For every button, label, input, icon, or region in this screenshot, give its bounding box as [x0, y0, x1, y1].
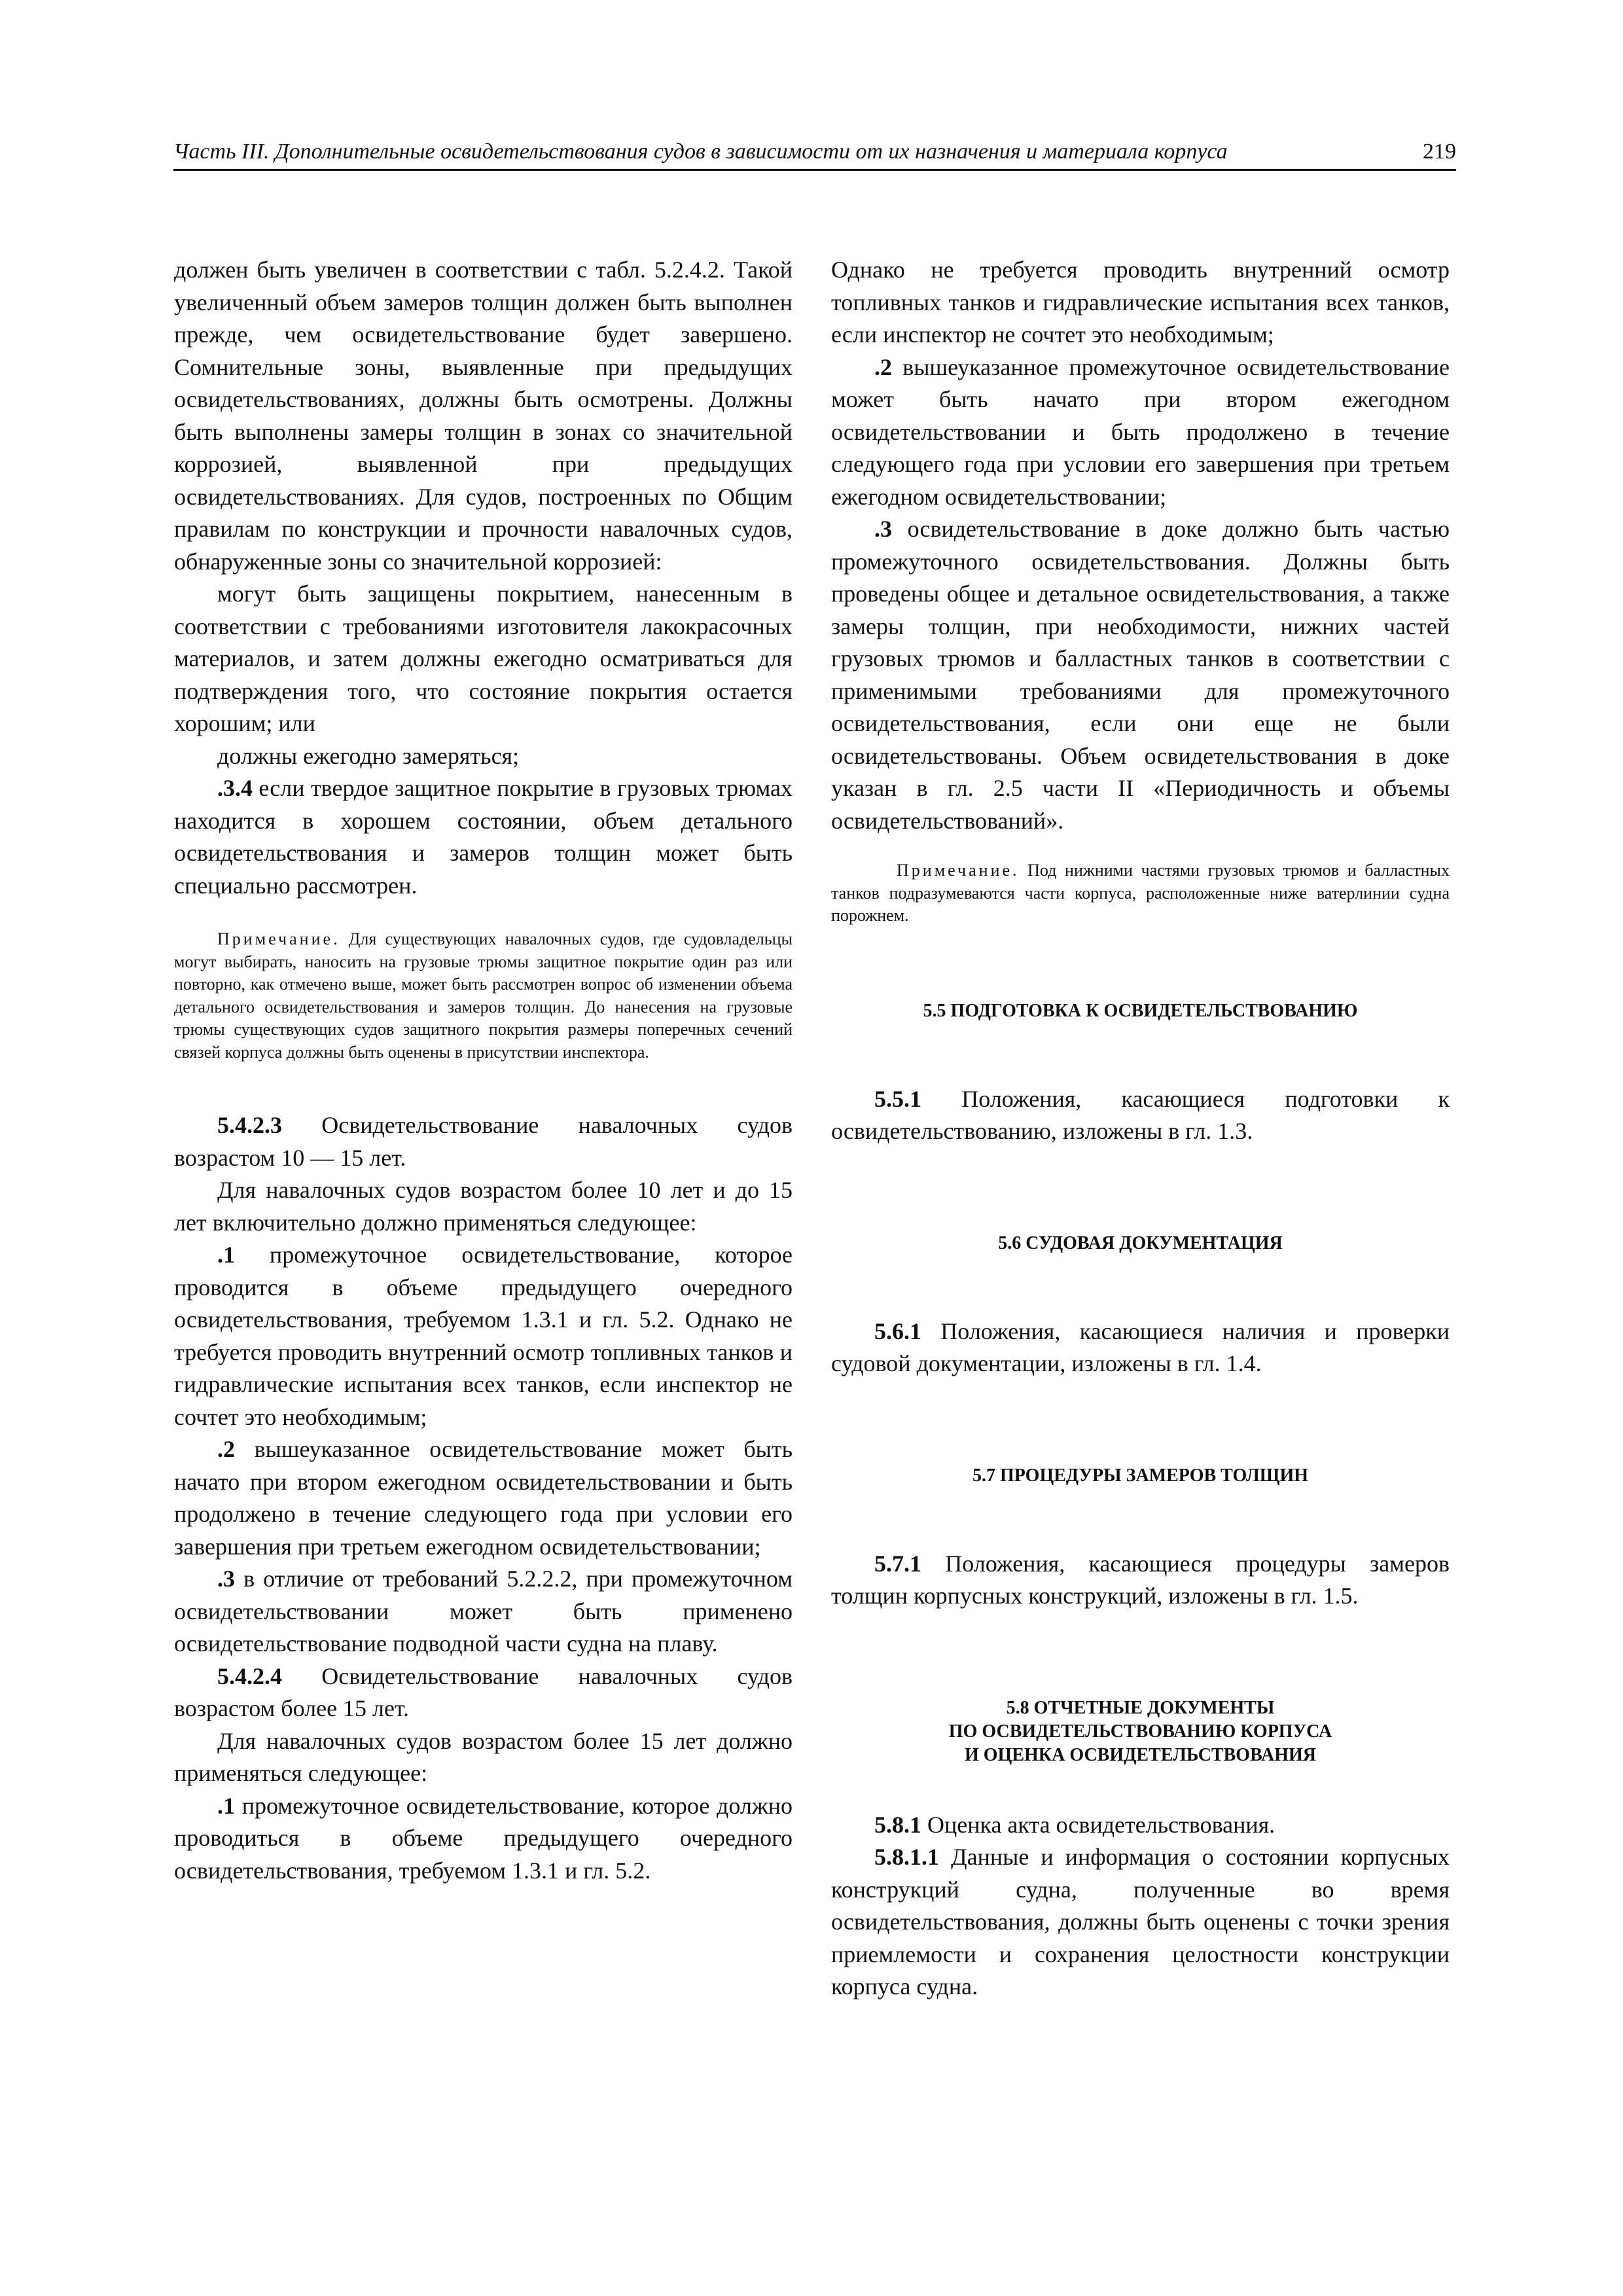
- section-text: Положения, касающиеся процедуры замеров толщин корпусных конструкций, изложены в гл. 1.5.: [831, 1550, 1450, 1609]
- paragraph: [174, 1790, 793, 1888]
- paragraph: [174, 1433, 793, 1563]
- paragraph-text: в отличие от требований 5.2.2.2, при промежуточном освидетельствовании может быть применено освидетельствование подводной части судна на плаву.: [174, 1566, 793, 1657]
- paragraph: [831, 513, 1450, 837]
- item-number: .3: [217, 1566, 235, 1592]
- note: [174, 928, 793, 1064]
- section-paragraph: [831, 1316, 1450, 1380]
- section-number: 5.8.1: [874, 1811, 921, 1838]
- paragraph: [174, 1563, 793, 1660]
- section-heading-5-5: 5.5 ПОДГОТОВКА К ОСВИДЕТЕЛЬСТВОВАНИЮ: [923, 1000, 1358, 1021]
- section-number: 5.8.1.1: [874, 1844, 939, 1870]
- section-paragraph: [831, 1841, 1450, 2003]
- page-number: 219: [1423, 139, 1456, 164]
- paragraph-text: вышеуказанное промежуточное освидетельствование может быть начато при втором ежегодном освидетельствовании и быть продолжено в течение следующего года при условии его завершения при третьем ежегодном освидетельствовании;: [831, 353, 1450, 510]
- section-heading-5-6: 5.6 СУДОВАЯ ДОКУМЕНТАЦИЯ: [998, 1232, 1283, 1253]
- item-number: .1: [217, 1242, 235, 1268]
- section-paragraph: [831, 1809, 1450, 1842]
- paragraph-text: если твердое защитное покрытие в грузовых трюмах находится в хорошем состоянии, объем детального освидетельствования и замеров толщин может быть специально рассмотрен.: [174, 775, 793, 899]
- paragraph: [174, 1239, 793, 1433]
- running-header: [173, 137, 1456, 171]
- heading-line: И ОЦЕНКА ОСВИДЕТЕЛЬСТВОВАНИЯ: [965, 1744, 1316, 1765]
- section-number: 5.7.1: [874, 1550, 921, 1577]
- section-heading-5-7: 5.7 ПРОЦЕДУРЫ ЗАМЕРОВ ТОЛЩИН: [972, 1465, 1309, 1486]
- section-number: 5.4.2.4: [217, 1662, 282, 1689]
- section-paragraph: [831, 1083, 1450, 1148]
- header-title: Часть III. Дополнительные освидетельствования судов в зависимости от их назначения и материала корпуса: [173, 139, 1228, 164]
- section-number: 5.6.1: [874, 1318, 921, 1344]
- section-text: Положения, касающиеся наличия и проверки судовой документации, изложены в гл. 1.4.: [831, 1318, 1450, 1376]
- right-column: [831, 254, 1450, 2003]
- section-text: Положения, касающиеся подготовки к освидетельствованию, изложены в гл. 1.3.: [831, 1085, 1450, 1144]
- section-text: Освидетельствование навалочных судов возрастом более 15 лет.: [174, 1662, 793, 1721]
- paragraph-text: промежуточное освидетельствование, которое проводится в объеме предыдущего очередного освидетельствования, требуемом 1.3.1 и гл. 5.2. Однако не требуется проводить внутренний осмотр топливных танков и гидравлические испытания всех танков, если инспектор не сочтет это необходимым;: [174, 1242, 793, 1430]
- heading-line: 5.8 ОТЧЕТНЫЕ ДОКУМЕНТЫ: [1006, 1697, 1275, 1718]
- paragraph: [174, 772, 793, 902]
- paragraph: Однако не требуется проводить внутренний осмотр топливных танков и гидравлические испытания всех танков, если инспектор не сочтет это необходимым;: [831, 257, 1450, 348]
- section-paragraph: [174, 1109, 793, 1174]
- left-column: [174, 254, 793, 1887]
- paragraph-text: промежуточное освидетельствование, которое должно проводиться в объеме предыдущего очередного освидетельствования, требуемом 1.3.1 и гл. 5.2.: [174, 1792, 793, 1884]
- section-number: 5.5.1: [874, 1085, 921, 1112]
- note: [831, 859, 1450, 927]
- paragraph: могут быть защищены покрытием, нанесенным в соответствии с требованиями изготовителя лакокрасочных материалов, и затем должны ежегодно осматриваться для подтверждения того, что состояние покрытия остается хорошим; или: [174, 581, 793, 736]
- paragraph-text: вышеуказанное освидетельствование может быть начато при втором ежегодном освидетельствовании и быть продолжено в течение следующего года при условии его завершения при третьем ежегодном освидетельствовании;: [174, 1436, 793, 1560]
- note-label: Примечание.: [897, 861, 1020, 880]
- paragraph-text: освидетельствование в доке должно быть частью промежуточного освидетельствования. Должны быть проведены общее и детальное освидетельствования, а также замеры толщин, при необходимости, нижних частей грузовых трюмов и балластных танков в соответствии с применимыми требованиями для промежуточного освидетельствования, если они еще не были освидетельствованы. Объем освидетельствования в доке указан в гл. 2.5 части II «Периодичность и объемы освидетельствований».: [831, 516, 1450, 834]
- item-number: .2: [217, 1436, 235, 1462]
- item-number: .1: [217, 1792, 235, 1819]
- section-paragraph: [174, 1660, 793, 1725]
- note-label: Примечание.: [217, 929, 340, 948]
- section-text: Данные и информация о состоянии корпусных конструкций судна, полученные во время освидетельствования, должны быть оценены с точки зрения приемлемости и сохранения целостности конструкции корпуса судна.: [831, 1844, 1450, 2000]
- item-number: .2: [874, 353, 892, 380]
- heading-line: ПО ОСВИДЕТЕЛЬСТВОВАНИЮ КОРПУСА: [948, 1721, 1332, 1742]
- paragraph: Для навалочных судов возрастом более 15 лет должно применяться следующее:: [174, 1727, 793, 1786]
- paragraph: Для навалочных судов возрастом более 10 лет и до 15 лет включительно должно применяться следующее:: [174, 1177, 793, 1236]
- section-text: Освидетельствование навалочных судов возрастом 10 — 15 лет.: [174, 1112, 793, 1171]
- item-number: .3: [874, 516, 892, 542]
- note-text: Под нижними частями грузовых трюмов и балластных танков подразумеваются части корпуса, расположенные ниже ватерлинии судна порожнем.: [831, 861, 1450, 925]
- note-text: Для существующих навалочных судов, где судовладельцы могут выбирать, наносить на грузовые трюмы защитное покрытие один раз или повторно, как отмечено выше, может быть рассмотрен вопрос об изменении объема детального освидетельствования и замеров толщин. До нанесения на грузовые трюмы существующих судов защитного покрытия размеры поперечных сечений связей корпуса должны быть оценены в присутствии инспектора.: [174, 929, 793, 1062]
- paragraph: должны ежегодно замеряться;: [217, 742, 520, 769]
- paragraph: [831, 351, 1450, 514]
- section-text: Оценка акта освидетельствования.: [921, 1811, 1275, 1838]
- item-number: .3.4: [217, 775, 253, 801]
- section-number: 5.4.2.3: [217, 1112, 282, 1138]
- section-paragraph: [831, 1548, 1450, 1613]
- section-heading-5-8: [831, 1696, 1450, 1767]
- paragraph: должен быть увеличен в соответствии с табл. 5.2.4.2. Такой увеличенный объем замеров толщин должен быть выполнен прежде, чем освидетельствование будет завершено. Сомнительные зоны, выявленные при предыдущих освидетельствованиях, должны быть осмотрены. Должны быть выполнены замеры толщин в зонах со значительной коррозией, выявленной при предыдущих освидетельствованиях. Для судов, построенных по Общим правилам по конструкции и прочности навалочных судов, обнаруженные зоны со значительной коррозией:: [174, 257, 793, 575]
